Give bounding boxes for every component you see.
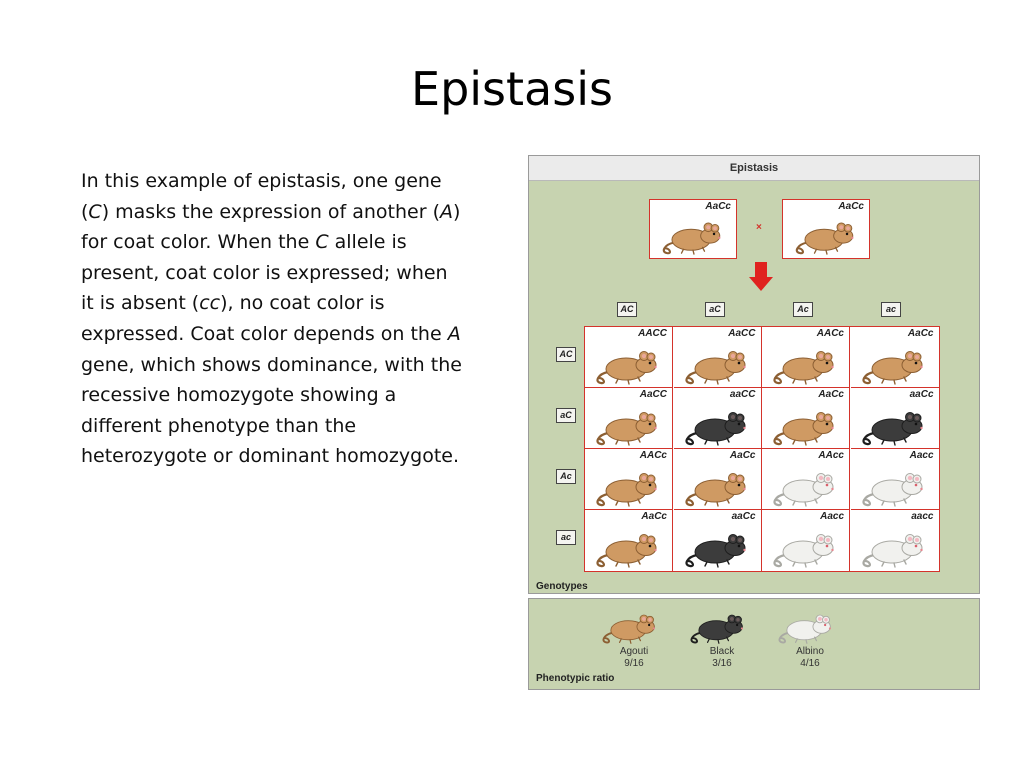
phenotype-name: Albino [796,646,824,657]
parent-2 [782,199,870,259]
cell-genotype: AaCc [641,511,667,522]
phenotype-ratio: 4/16 [800,658,820,669]
cell-genotype: AaCc [907,328,934,339]
figure-header: Epistasis [529,156,979,181]
phenotype-ratio: 9/16 [624,658,644,669]
cell-genotype: Aacc [820,511,844,522]
body-line-6: expressed. Coat color depends on the A [81,322,461,345]
cell-genotype: AAcc [818,450,844,461]
gamete-top-1: AC [617,302,637,317]
grid-cell-r2c3 [762,388,850,449]
agouti-mouse-icon [677,340,757,386]
body-line-3: for coat color. When the C allele is [81,231,407,254]
gamete-left-4: ac [556,530,576,545]
phenotype-albino [765,605,847,645]
grid-cell-r2c4 [851,388,939,449]
body-line-7: gene, which shows dominance, with the [81,353,462,376]
body-line-1: In this example of epistasis, one gene [81,170,442,192]
grid-cell-r3c1 [585,449,673,510]
black-mouse-icon [677,605,759,645]
parent-1-genotype: AaCc [705,201,731,212]
cell-genotype: AaCC [639,389,667,400]
cell-genotype: aaCC [729,389,756,400]
grid-cell-r1c2 [674,327,762,388]
cell-genotype: AACc [639,450,667,461]
gamete-top-4: ac [881,302,901,317]
parent-1 [649,199,737,259]
down-arrow-icon [749,262,773,292]
cell-genotype: aacc [911,511,934,522]
grid-cell-r3c4 [851,449,939,510]
phenotype-label-black [692,646,752,670]
agouti-mouse-icon [588,523,668,569]
agouti-mouse-icon [588,340,668,386]
body-line-4: present, coat color is expressed; when [81,261,448,284]
albino-mouse-icon [765,523,845,569]
cell-genotype: AACc [816,328,844,339]
phenotype-name: Agouti [619,646,649,657]
phenotype-name: Black [709,646,735,657]
agouti-mouse-icon [589,605,671,645]
agouti-mouse-icon [787,212,865,256]
agouti-mouse-icon [677,462,757,508]
phenotype-black [677,605,759,645]
phenotype-ratio: 3/16 [712,658,732,669]
cell-genotype: aaCc [731,511,756,522]
agouti-mouse-icon [588,462,668,508]
grid-cell-r1c4 [851,327,939,388]
grid-cell-r4c3 [762,510,850,571]
cross-symbol: × [756,222,762,233]
black-mouse-icon [677,523,757,569]
gamete-top-2: aC [705,302,725,317]
albino-mouse-icon [765,462,845,508]
cell-genotype: Aacc [909,450,934,461]
body-text [81,166,521,472]
punnett-grid [584,326,940,572]
cell-genotype: AACC [638,328,667,339]
albino-mouse-icon [854,462,934,508]
genotypes-label: Genotypes [536,581,588,592]
grid-cell-r2c1 [585,388,673,449]
phenotypic-ratio-label: Phenotypic ratio [536,673,615,684]
black-mouse-icon [677,401,757,447]
body-line-5: it is absent (cc), no coat color is [81,292,385,315]
agouti-mouse-icon [654,212,732,256]
slide-title: Epistasis [411,62,613,116]
body-line-2: (C) masks the expression of another (A) [81,200,461,223]
grid-cell-r1c3 [762,327,850,388]
grid-cell-r4c4 [851,510,939,571]
gamete-left-1: AC [556,347,576,362]
phenotype-agouti [589,605,671,645]
grid-cell-r4c2 [674,510,762,571]
grid-cell-r3c2 [674,449,762,510]
cell-genotype: aaCc [909,389,934,400]
grid-cell-r3c3 [762,449,850,510]
body-line-10: heterozygote or dominant homozygote. [81,445,460,468]
agouti-mouse-icon [765,340,845,386]
gamete-left-2: aC [556,408,576,423]
parent-2-genotype: AaCc [838,201,864,212]
grid-cell-r2c2 [674,388,762,449]
agouti-mouse-icon [765,401,845,447]
albino-mouse-icon [765,605,847,645]
phenotype-label-albino [780,646,840,670]
phenotype-label-agouti [604,646,664,670]
body-line-9: different phenotype than the [81,414,357,437]
phenotype-panel [528,598,980,690]
punnett-figure [528,155,980,594]
grid-cell-r1c1 [585,327,673,388]
body-line-8: recessive homozygote showing a [81,384,397,407]
gamete-top-3: Ac [793,302,813,317]
cell-genotype: AaCC [728,328,756,339]
black-mouse-icon [854,401,934,447]
gamete-left-3: Ac [556,469,576,484]
grid-cell-r4c1 [585,510,673,571]
agouti-mouse-icon [588,401,668,447]
cell-genotype: AaCc [729,450,756,461]
cell-genotype: AaCc [818,389,844,400]
albino-mouse-icon [854,523,934,569]
agouti-mouse-icon [854,340,934,386]
